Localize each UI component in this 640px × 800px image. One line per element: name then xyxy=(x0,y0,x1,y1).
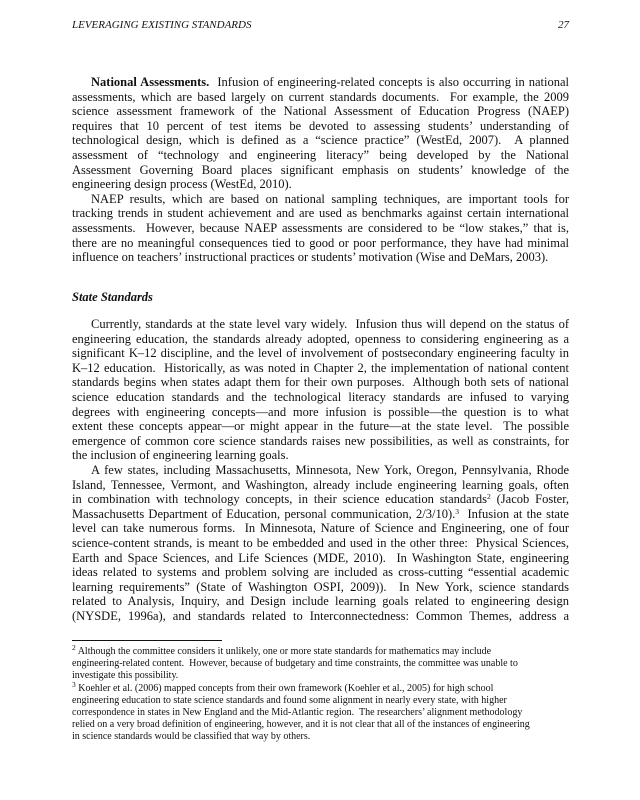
text-line xyxy=(72,719,569,731)
text-line xyxy=(72,731,569,743)
text-line xyxy=(72,75,569,90)
footnote-marker: 2 xyxy=(72,643,76,652)
text-run: tracking trends in student achievement and are used as benchmarks against certain international xyxy=(72,206,569,221)
text-line xyxy=(72,90,569,105)
text-run: technological design, which is defined as a “science practice” (WestEd, 2007). A planned xyxy=(72,133,569,148)
footnote xyxy=(72,679,569,744)
text-line xyxy=(72,594,569,609)
text-run: engineering-related content. However, because of budgetary and time constraints, the committee was unable to xyxy=(72,658,518,670)
text-line xyxy=(72,346,569,361)
state-standards-section xyxy=(72,317,569,623)
text-line xyxy=(72,332,569,347)
paragraph xyxy=(72,463,569,624)
text-line xyxy=(72,148,569,163)
text-line xyxy=(72,192,569,207)
text-line xyxy=(72,492,569,507)
text-run: emergence of common core science standards raises new possibilities, as well as constraints, for xyxy=(72,433,569,448)
text-line xyxy=(72,551,569,566)
text-run: A few states, including Massachusetts, Minnesota, New York, Oregon, Pennsylvania, Rhode xyxy=(91,462,569,477)
text-run: Currently, standards at the state level vary widely. Infusion thus will depend on the status of xyxy=(91,317,569,331)
text-run: there are no meaningful consequences tied to good or poor performance, they have had minimal xyxy=(72,235,569,250)
text-run: significant K–12 discipline, and the level of involvement of postsecondary engineering faculty in xyxy=(72,346,569,361)
text-run: requires that 10 percent of test items be devoted to assessing students’ understanding of xyxy=(72,118,569,133)
text-line xyxy=(72,463,569,478)
text-run: assessments. However, because NAEP assessments are considered to be “low stakes,” that is, xyxy=(72,220,569,235)
text-line xyxy=(72,507,569,522)
text-line xyxy=(72,609,569,624)
text-run: relied on a very broad definition of engineering, however, and it is not clear that all of the instances of engineering xyxy=(72,719,530,731)
text-run: assessments, which are based largely on current standards documents. For example, the 2009 xyxy=(72,89,569,104)
text-run: engineering design process (WestEd, 2010). xyxy=(72,177,292,192)
text-run: Massachusetts Department of Education, personal communication, 2/3/10). xyxy=(72,506,456,521)
text-line xyxy=(72,317,569,332)
text-line xyxy=(72,658,569,670)
text-line xyxy=(72,390,569,405)
text-run: the inclusion of engineering learning goals. xyxy=(72,448,289,463)
text-line xyxy=(72,236,569,251)
text-run: Infusion at the state xyxy=(459,506,569,521)
text-line xyxy=(72,707,569,719)
text-run: in science standards would be classified that way by others. xyxy=(72,731,311,743)
text-line xyxy=(72,565,569,580)
text-run: (Jacob Foster, xyxy=(490,492,569,507)
text-run: learning requirements” (State of Washington OSPI, 2009)). In New York, science standards xyxy=(72,579,569,594)
text-run: Koehler et al. (2006) mapped concepts from their own framework (Koehler et al., 2005) for high school xyxy=(75,682,494,694)
footnote-divider xyxy=(72,640,222,641)
paragraph xyxy=(72,192,569,265)
national-assessments-section xyxy=(72,75,569,265)
text-run: in combination with technology concepts, in their science education standards xyxy=(72,492,487,507)
text-line xyxy=(72,580,569,595)
text-run: science assessment framework of the National Assessment of Education Progress (NAEP) xyxy=(72,104,569,119)
footnotes xyxy=(72,643,569,744)
text-line xyxy=(72,448,569,463)
text-run: (NYSDE, 1996a), and standards related to Interconnectedness: Common Themes, address a xyxy=(72,608,569,623)
footnote-marker: 2 xyxy=(486,492,491,502)
text-line xyxy=(72,478,569,493)
text-run: related to Analysis, Inquiry, and Design include learning goals related to engineering design xyxy=(72,594,569,609)
running-header-title: LEVERAGING EXISTING STANDARDS xyxy=(72,19,252,31)
text-line xyxy=(72,405,569,420)
text-run: influence on teachers’ instructional practices or students’ motivation (Wise and DeMars, 2003). xyxy=(72,250,549,265)
text-run: degrees with engineering concepts—and more infusion is possible—the question is to what xyxy=(72,404,569,419)
text-run: engineering education, the standards already adopted, openness to considering engineering as a xyxy=(72,331,569,346)
text-run: extent these concepts appear—or might appear in the future—at the state level. The possible xyxy=(72,419,569,434)
text-line xyxy=(72,434,569,449)
footnote-marker: 3 xyxy=(72,679,76,689)
text-run: standards begins when states adapt them for their own purposes. Although both sets of national xyxy=(72,375,569,390)
text-line xyxy=(72,361,569,376)
run-in-heading: National Assessments. xyxy=(91,75,210,89)
text-line xyxy=(72,375,569,390)
text-run: investigate this possibility. xyxy=(72,670,179,682)
section-heading-state-standards: State Standards xyxy=(72,290,153,304)
page-number: 27 xyxy=(558,19,569,31)
text-line xyxy=(72,643,569,658)
text-line xyxy=(72,119,569,134)
paragraph xyxy=(72,317,569,463)
text-line xyxy=(72,670,569,682)
text-run: level can take numerous forms. In Minnesota, Nature of Science and Engineering, one of four xyxy=(72,521,569,536)
text-run: ideas related to systems and problem solving are included as cross-cutting “essential academic xyxy=(72,565,569,580)
text-run: engineering education to state science standards and found some alignment in nearly every state, with higher xyxy=(72,694,507,706)
text-run: science-content strands, is meant to be embedded and used in the other three: Physical Sciences, xyxy=(72,535,569,550)
text-line xyxy=(72,163,569,178)
text-line xyxy=(72,419,569,434)
text-line xyxy=(72,177,569,192)
text-line xyxy=(72,695,569,707)
text-run: Although the committee considers it unlikely, one or more state standards for mathematics may include xyxy=(75,646,492,657)
footnote xyxy=(72,643,569,683)
text-line xyxy=(72,521,569,536)
text-run: Island, Tennessee, Vermont, and Washington, already include engineering learning goals, often xyxy=(72,477,569,492)
text-run: science education standards and the technological literacy standards are infused to varying xyxy=(72,389,569,404)
text-run: NAEP results, which are based on national sampling techniques, are important tools for xyxy=(91,191,569,206)
text-line xyxy=(72,104,569,119)
text-line xyxy=(72,679,569,695)
text-line xyxy=(72,536,569,551)
text-line xyxy=(72,221,569,236)
text-line xyxy=(72,250,569,265)
footnote-marker: 3 xyxy=(455,506,459,516)
text-run: correspondence in states in New England and the Mid-Atlantic region. The researchers’ alignment methodology xyxy=(72,707,523,719)
text-run: Infusion of engineering-related concepts is also occurring in national xyxy=(209,75,569,89)
text-run: K–12 education. Historically, as was noted in Chapter 2, the implementation of national content xyxy=(72,360,569,375)
text-line xyxy=(72,133,569,148)
text-run: Assessment Governing Board places significant emphasis on students’ knowledge of the xyxy=(72,162,569,177)
paragraph xyxy=(72,75,569,192)
text-run: assessment of “technology and engineering literacy” being developed by the National xyxy=(72,147,569,162)
text-run: Earth and Space Sciences, and Life Sciences (MDE, 2010). In Washington State, engineering xyxy=(72,550,569,565)
text-line xyxy=(72,206,569,221)
